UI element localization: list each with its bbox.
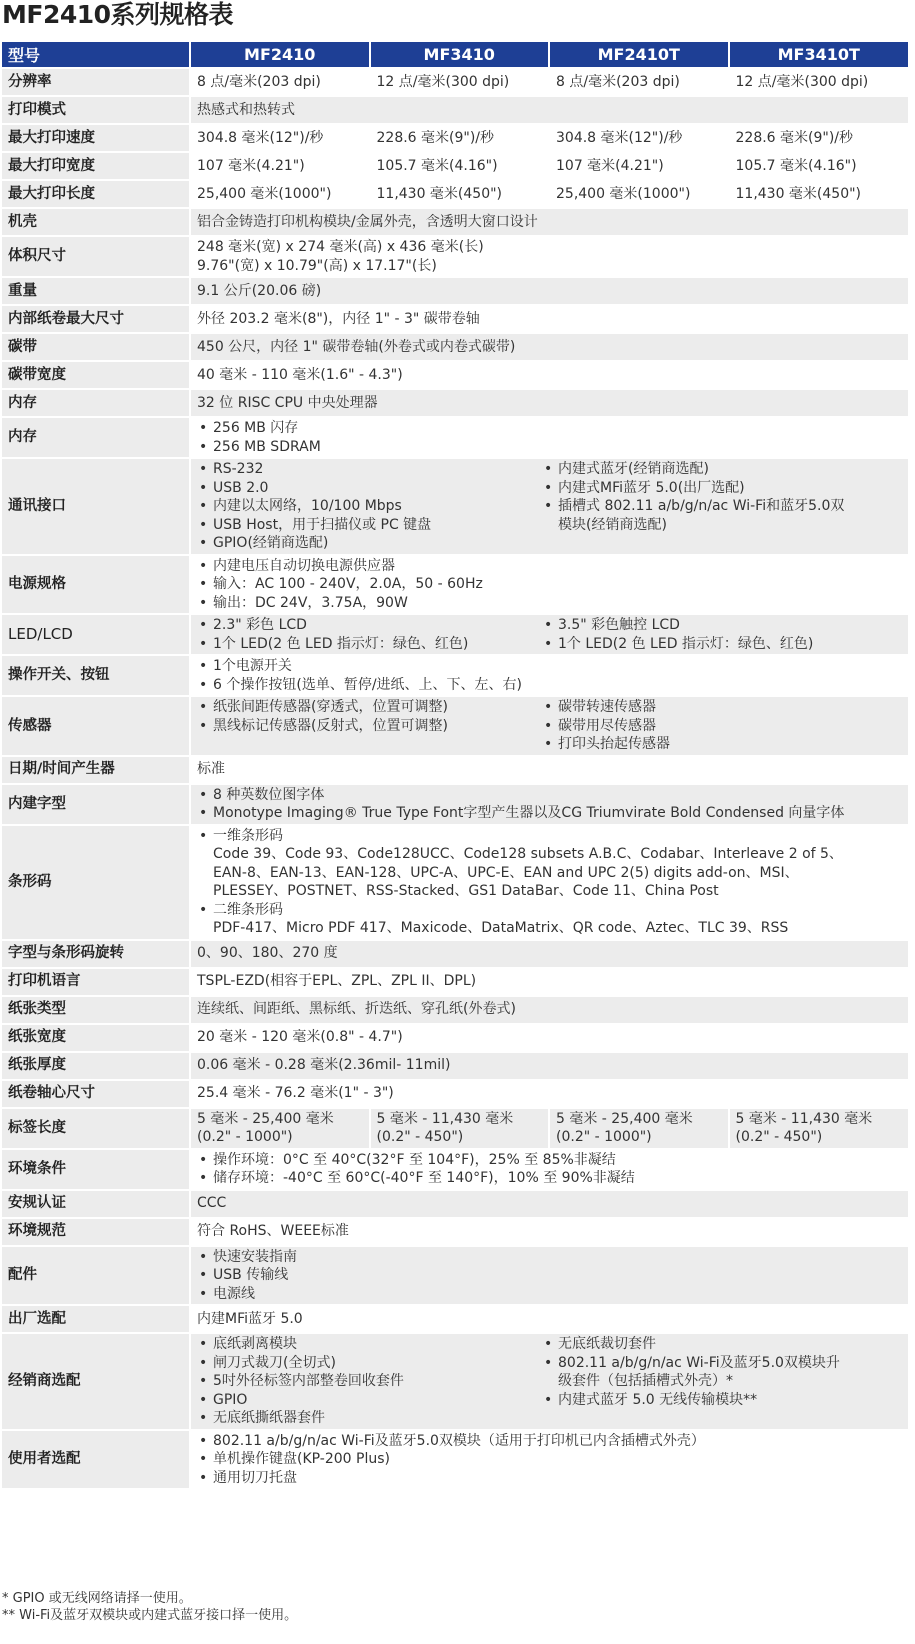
cell-value xyxy=(190,555,908,615)
row-label: 纸张宽度 xyxy=(2,1024,190,1052)
table-row xyxy=(2,333,908,361)
row-label: 环境条件 xyxy=(2,1149,190,1190)
cell-value xyxy=(190,1149,908,1190)
cell-line: 5 毫米 - 11,430 毫米 xyxy=(735,1110,873,1127)
table-row xyxy=(2,784,908,825)
cell-value: 105.7 毫米(4.16") xyxy=(370,152,550,180)
cell-value xyxy=(549,1108,729,1149)
list-item: • 内建式蓝牙 5.0 无线传输模块** xyxy=(542,1391,902,1410)
cell-line: 5 毫米 - 25,400 毫米 xyxy=(556,1110,693,1127)
table-row xyxy=(2,1430,908,1490)
table-row xyxy=(2,96,908,124)
list-item: • 1个电源开关 xyxy=(197,657,902,676)
cell-value: 12 点/毫米(300 dpi) xyxy=(370,68,550,96)
list-item: • 通用切刀托盘 xyxy=(197,1469,902,1488)
cell-value: 40 毫米 - 110 毫米(1.6" - 4.3") xyxy=(190,361,908,389)
row-label: 电源规格 xyxy=(2,555,190,615)
cell-value: 304.8 毫米(12")/秒 xyxy=(549,124,729,152)
cell-value xyxy=(370,1108,550,1149)
list-item: • 电源线 xyxy=(197,1285,902,1304)
row-label: LED/LCD xyxy=(2,614,190,655)
cell-value: 105.7 毫米(4.16") xyxy=(729,152,909,180)
row-label: 纸卷轴心尺寸 xyxy=(2,1080,190,1108)
row-label: 机壳 xyxy=(2,208,190,236)
spec-table xyxy=(2,42,908,1490)
row-label: 经销商选配 xyxy=(2,1333,190,1430)
list-item: • 1个 LED(2 色 LED 指示灯：绿色、红色) xyxy=(542,635,902,654)
model-header: MF3410T xyxy=(729,42,909,68)
cell-value xyxy=(190,825,908,940)
table-row xyxy=(2,305,908,333)
table-row xyxy=(2,1305,908,1333)
cell-value: 228.6 毫米(9")/秒 xyxy=(370,124,550,152)
cell-value xyxy=(190,614,908,655)
list-item: • 底纸剥离模块 xyxy=(197,1335,542,1354)
row-label: 重量 xyxy=(2,277,190,305)
cell-value: 内建MFi蓝牙 5.0 xyxy=(190,1305,908,1333)
cell-value: 9.1 公斤(20.06 磅) xyxy=(190,277,908,305)
list-item: • 闸刀式裁刀(全切式) xyxy=(197,1354,542,1373)
list-item: • 内建式蓝牙(经销商选配) xyxy=(542,460,902,479)
list-item-line: EAN-8、EAN-13、EAN-128、UPC-A、UPC-E、EAN and UPC 2(5) digits add-on、MSI、 xyxy=(213,864,799,881)
cell-line: (0.2" - 450") xyxy=(735,1129,823,1145)
table-header-row xyxy=(2,42,908,68)
row-label: 出厂选配 xyxy=(2,1305,190,1333)
table-row xyxy=(2,277,908,305)
table-row xyxy=(2,1052,908,1080)
cell-line: 5 毫米 - 11,430 毫米 xyxy=(376,1110,514,1127)
model-header: MF3410 xyxy=(370,42,550,68)
table-row xyxy=(2,208,908,236)
table-row xyxy=(2,1333,908,1430)
list-item xyxy=(197,901,902,938)
list-item: • 5吋外径标签内部整卷回收套件 xyxy=(197,1372,542,1391)
cell-value: 25.4 毫米 - 76.2 毫米(1" - 3") xyxy=(190,1080,908,1108)
cell-value: 25,400 毫米(1000") xyxy=(549,180,729,208)
row-label: 通讯接口 xyxy=(2,458,190,555)
list-item xyxy=(197,827,902,901)
row-label: 打印机语言 xyxy=(2,968,190,996)
table-row xyxy=(2,1080,908,1108)
list-item: • USB 传输线 xyxy=(197,1266,902,1285)
list-item-line: 级套件（包括插槽式外壳）* xyxy=(558,1373,733,1389)
table-row xyxy=(2,180,908,208)
cell-value: 12 点/毫米(300 dpi) xyxy=(729,68,909,96)
cell-line: (0.2" - 1000") xyxy=(556,1129,652,1145)
barcode-1d-title: • 一维条形码 xyxy=(213,827,283,844)
row-label: 内存 xyxy=(2,417,190,458)
cell-value: 32 位 RISC CPU 中央处理器 xyxy=(190,389,908,417)
list-item: • GPIO(经销商选配) xyxy=(197,534,542,553)
table-row xyxy=(2,389,908,417)
row-label: 字型与条形码旋转 xyxy=(2,940,190,968)
cell-value: 8 点/毫米(203 dpi) xyxy=(549,68,729,96)
row-label: 最大打印长度 xyxy=(2,180,190,208)
cell-value: 11,430 毫米(450") xyxy=(370,180,550,208)
cell-value: 0、90、180、270 度 xyxy=(190,940,908,968)
cell-value xyxy=(190,1430,908,1490)
table-row xyxy=(2,417,908,458)
list-item: • 黑线标记传感器(反射式，位置可调整) xyxy=(197,717,542,736)
row-label: 标签长度 xyxy=(2,1108,190,1149)
cell-value: 20 毫米 - 120 毫米(0.8" - 4.7") xyxy=(190,1024,908,1052)
list-item: • 打印头抬起传感器 xyxy=(542,735,902,754)
list-item: • 储存环境：-40°C 至 60°C(-40°F 至 140°F)，10% 至 90%非凝结 xyxy=(197,1169,902,1188)
cell-value: 符合 RoHS、WEEE标准 xyxy=(190,1218,908,1246)
table-row xyxy=(2,236,908,277)
row-label: 纸张类型 xyxy=(2,996,190,1024)
document-title: MF2410系列规格表 xyxy=(2,0,234,29)
row-label: 内部纸卷最大尺寸 xyxy=(2,305,190,333)
list-item: • 256 MB 闪存 xyxy=(197,419,902,438)
row-label: 分辨率 xyxy=(2,68,190,96)
row-label: 最大打印宽度 xyxy=(2,152,190,180)
table-row xyxy=(2,696,908,756)
table-row xyxy=(2,1108,908,1149)
row-label: 操作开关、按钮 xyxy=(2,655,190,696)
row-label: 碳带宽度 xyxy=(2,361,190,389)
cell-value xyxy=(729,1108,909,1149)
list-item xyxy=(542,1354,902,1391)
cell-value xyxy=(190,458,908,555)
list-item: • 快速安装指南 xyxy=(197,1248,902,1267)
model-header: MF2410 xyxy=(190,42,370,68)
dimensions-imperial: 9.76"(宽) x 10.79"(高) x 17.17"(长) xyxy=(197,257,437,274)
list-item-line: 模块(经销商选配) xyxy=(558,516,667,533)
table-row xyxy=(2,555,908,615)
table-row xyxy=(2,1218,908,1246)
list-item: • 碳带用尽传感器 xyxy=(542,717,902,736)
cell-value: 0.06 毫米 - 0.28 毫米(2.36mil- 11mil) xyxy=(190,1052,908,1080)
cell-value: 外径 203.2 毫米(8")，内径 1" - 3" 碳带卷轴 xyxy=(190,305,908,333)
list-item: • 单机操作键盘(KP-200 Plus) xyxy=(197,1450,902,1469)
cell-value xyxy=(190,655,908,696)
cell-value: 连续纸、间距纸、黑标纸、折迭纸、穿孔纸(外卷式) xyxy=(190,996,908,1024)
table-row xyxy=(2,614,908,655)
list-item: • RS-232 xyxy=(197,460,542,479)
cell-value xyxy=(190,1333,908,1430)
list-item: • 6 个操作按钮(选单、暂停/进纸、上、下、左、右) xyxy=(197,676,902,695)
list-item: • USB 2.0 xyxy=(197,479,542,498)
list-item: • 1个 LED(2 色 LED 指示灯：绿色、红色) xyxy=(197,635,542,654)
row-label: 配件 xyxy=(2,1246,190,1306)
row-label: 最大打印速度 xyxy=(2,124,190,152)
cell-value: 107 毫米(4.21") xyxy=(549,152,729,180)
list-item-line: Code 39、Code 93、Code128UCC、Code128 subsets A.B.C、Codabar、Interleave 2 of 5、 xyxy=(213,846,843,862)
table-row xyxy=(2,1246,908,1306)
table-row xyxy=(2,825,908,940)
list-item xyxy=(542,497,902,534)
row-label: 环境规范 xyxy=(2,1218,190,1246)
table-row xyxy=(2,1024,908,1052)
row-label: 条形码 xyxy=(2,825,190,940)
cell-line: (0.2" - 1000") xyxy=(197,1129,293,1145)
footnote: ** Wi-Fi及蓝牙双模块或内建式蓝牙接口择一使用。 xyxy=(2,1608,298,1623)
list-item: • 操作环境：0°C 至 40°C(32°F 至 104°F)，25% 至 85%非凝结 xyxy=(197,1151,902,1170)
table-row xyxy=(2,68,908,96)
list-item-line: • 802.11 a/b/g/n/ac Wi-Fi及蓝牙5.0双模块升 xyxy=(558,1354,840,1371)
cell-value: 450 公尺，内径 1" 碳带卷轴(外卷式或内卷式碳带) xyxy=(190,333,908,361)
list-item-line: • 插槽式 802.11 a/b/g/n/ac Wi-Fi和蓝牙5.0双 xyxy=(558,498,845,514)
cell-line: 5 毫米 - 25,400 毫米 xyxy=(197,1110,334,1127)
table-row xyxy=(2,756,908,784)
list-item: • Monotype Imaging® True Type Font字型产生器以及CG Triumvirate Bold Condensed 向量字体 xyxy=(197,804,902,823)
table-row xyxy=(2,124,908,152)
cell-value xyxy=(190,417,908,458)
list-item-line: PLESSEY、POSTNET、RSS-Stacked、GS1 DataBar、Code 11、China Post xyxy=(213,883,719,899)
barcode-2d-title: • 二维条形码 xyxy=(213,901,283,918)
model-header: MF2410T xyxy=(549,42,729,68)
footnotes xyxy=(2,1590,297,1624)
cell-value: 8 点/毫米(203 dpi) xyxy=(190,68,370,96)
table-row xyxy=(2,1190,908,1218)
list-item: • 输入：AC 100 - 240V，2.0A，50 - 60Hz xyxy=(197,575,902,594)
cell-value: 107 毫米(4.21") xyxy=(190,152,370,180)
cell-value: 25,400 毫米(1000") xyxy=(190,180,370,208)
table-row xyxy=(2,655,908,696)
cell-value: 304.8 毫米(12")/秒 xyxy=(190,124,370,152)
row-label: 使用者选配 xyxy=(2,1430,190,1490)
table-row xyxy=(2,1149,908,1190)
cell-value: 11,430 毫米(450") xyxy=(729,180,909,208)
row-label: 传感器 xyxy=(2,696,190,756)
list-item: • GPIO xyxy=(197,1391,542,1410)
dimensions-metric: 248 毫米(宽) x 274 毫米(高) x 436 毫米(长) xyxy=(197,239,484,255)
list-item: • 内建电压自动切换电源供应器 xyxy=(197,557,902,576)
table-row xyxy=(2,996,908,1024)
cell-value: 228.6 毫米(9")/秒 xyxy=(729,124,909,152)
row-label: 安规认证 xyxy=(2,1190,190,1218)
list-item: • 8 种英数位图字体 xyxy=(197,786,902,805)
row-label: 内建字型 xyxy=(2,784,190,825)
list-item: • 3.5" 彩色触控 LCD xyxy=(542,616,902,635)
list-item: • 802.11 a/b/g/n/ac Wi-Fi及蓝牙5.0双模块（适用于打印机已内含插槽式外壳） xyxy=(197,1432,902,1451)
list-item: • 256 MB SDRAM xyxy=(197,438,902,457)
cell-value xyxy=(190,1108,370,1149)
list-item-line: PDF-417、Micro PDF 417、Maxicode、DataMatrix、QR code、Aztec、TLC 39、RSS xyxy=(213,920,789,936)
table-row xyxy=(2,361,908,389)
row-label: 内存 xyxy=(2,389,190,417)
cell-value xyxy=(190,236,908,277)
list-item: • USB Host，用于扫描仪或 PC 键盘 xyxy=(197,516,542,535)
cell-value xyxy=(190,1246,908,1306)
table-row xyxy=(2,940,908,968)
list-item: • 无底纸撕纸器套件 xyxy=(197,1409,542,1428)
cell-value: 铝合金铸造打印机构模块/金属外壳，含透明大窗口设计 xyxy=(190,208,908,236)
table-row xyxy=(2,968,908,996)
header-label: 型号 xyxy=(2,42,190,68)
cell-line: (0.2" - 450") xyxy=(376,1129,464,1145)
list-item: • 2.3" 彩色 LCD xyxy=(197,616,542,635)
cell-value xyxy=(190,784,908,825)
row-label: 碳带 xyxy=(2,333,190,361)
table-row xyxy=(2,152,908,180)
list-item: • 碳带转速传感器 xyxy=(542,698,902,717)
cell-value: 热感式和热转式 xyxy=(190,96,908,124)
cell-value: TSPL-EZD(相容于EPL、ZPL、ZPL II、DPL) xyxy=(190,968,908,996)
list-item: • 纸张间距传感器(穿透式，位置可调整) xyxy=(197,698,542,717)
list-item: • 内建以太网络，10/100 Mbps xyxy=(197,497,542,516)
cell-value xyxy=(190,696,908,756)
table-row xyxy=(2,458,908,555)
list-item: • 无底纸裁切套件 xyxy=(542,1335,902,1354)
row-label: 纸张厚度 xyxy=(2,1052,190,1080)
row-label: 打印模式 xyxy=(2,96,190,124)
cell-value: CCC xyxy=(190,1190,908,1218)
footnote: * GPIO 或无线网络请择一使用。 xyxy=(2,1591,192,1606)
cell-value: 标准 xyxy=(190,756,908,784)
row-label: 日期/时间产生器 xyxy=(2,756,190,784)
row-label: 体积尺寸 xyxy=(2,236,190,277)
list-item: • 内建式MFi蓝牙 5.0(出厂选配) xyxy=(542,479,902,498)
list-item: • 输出：DC 24V，3.75A，90W xyxy=(197,594,902,613)
